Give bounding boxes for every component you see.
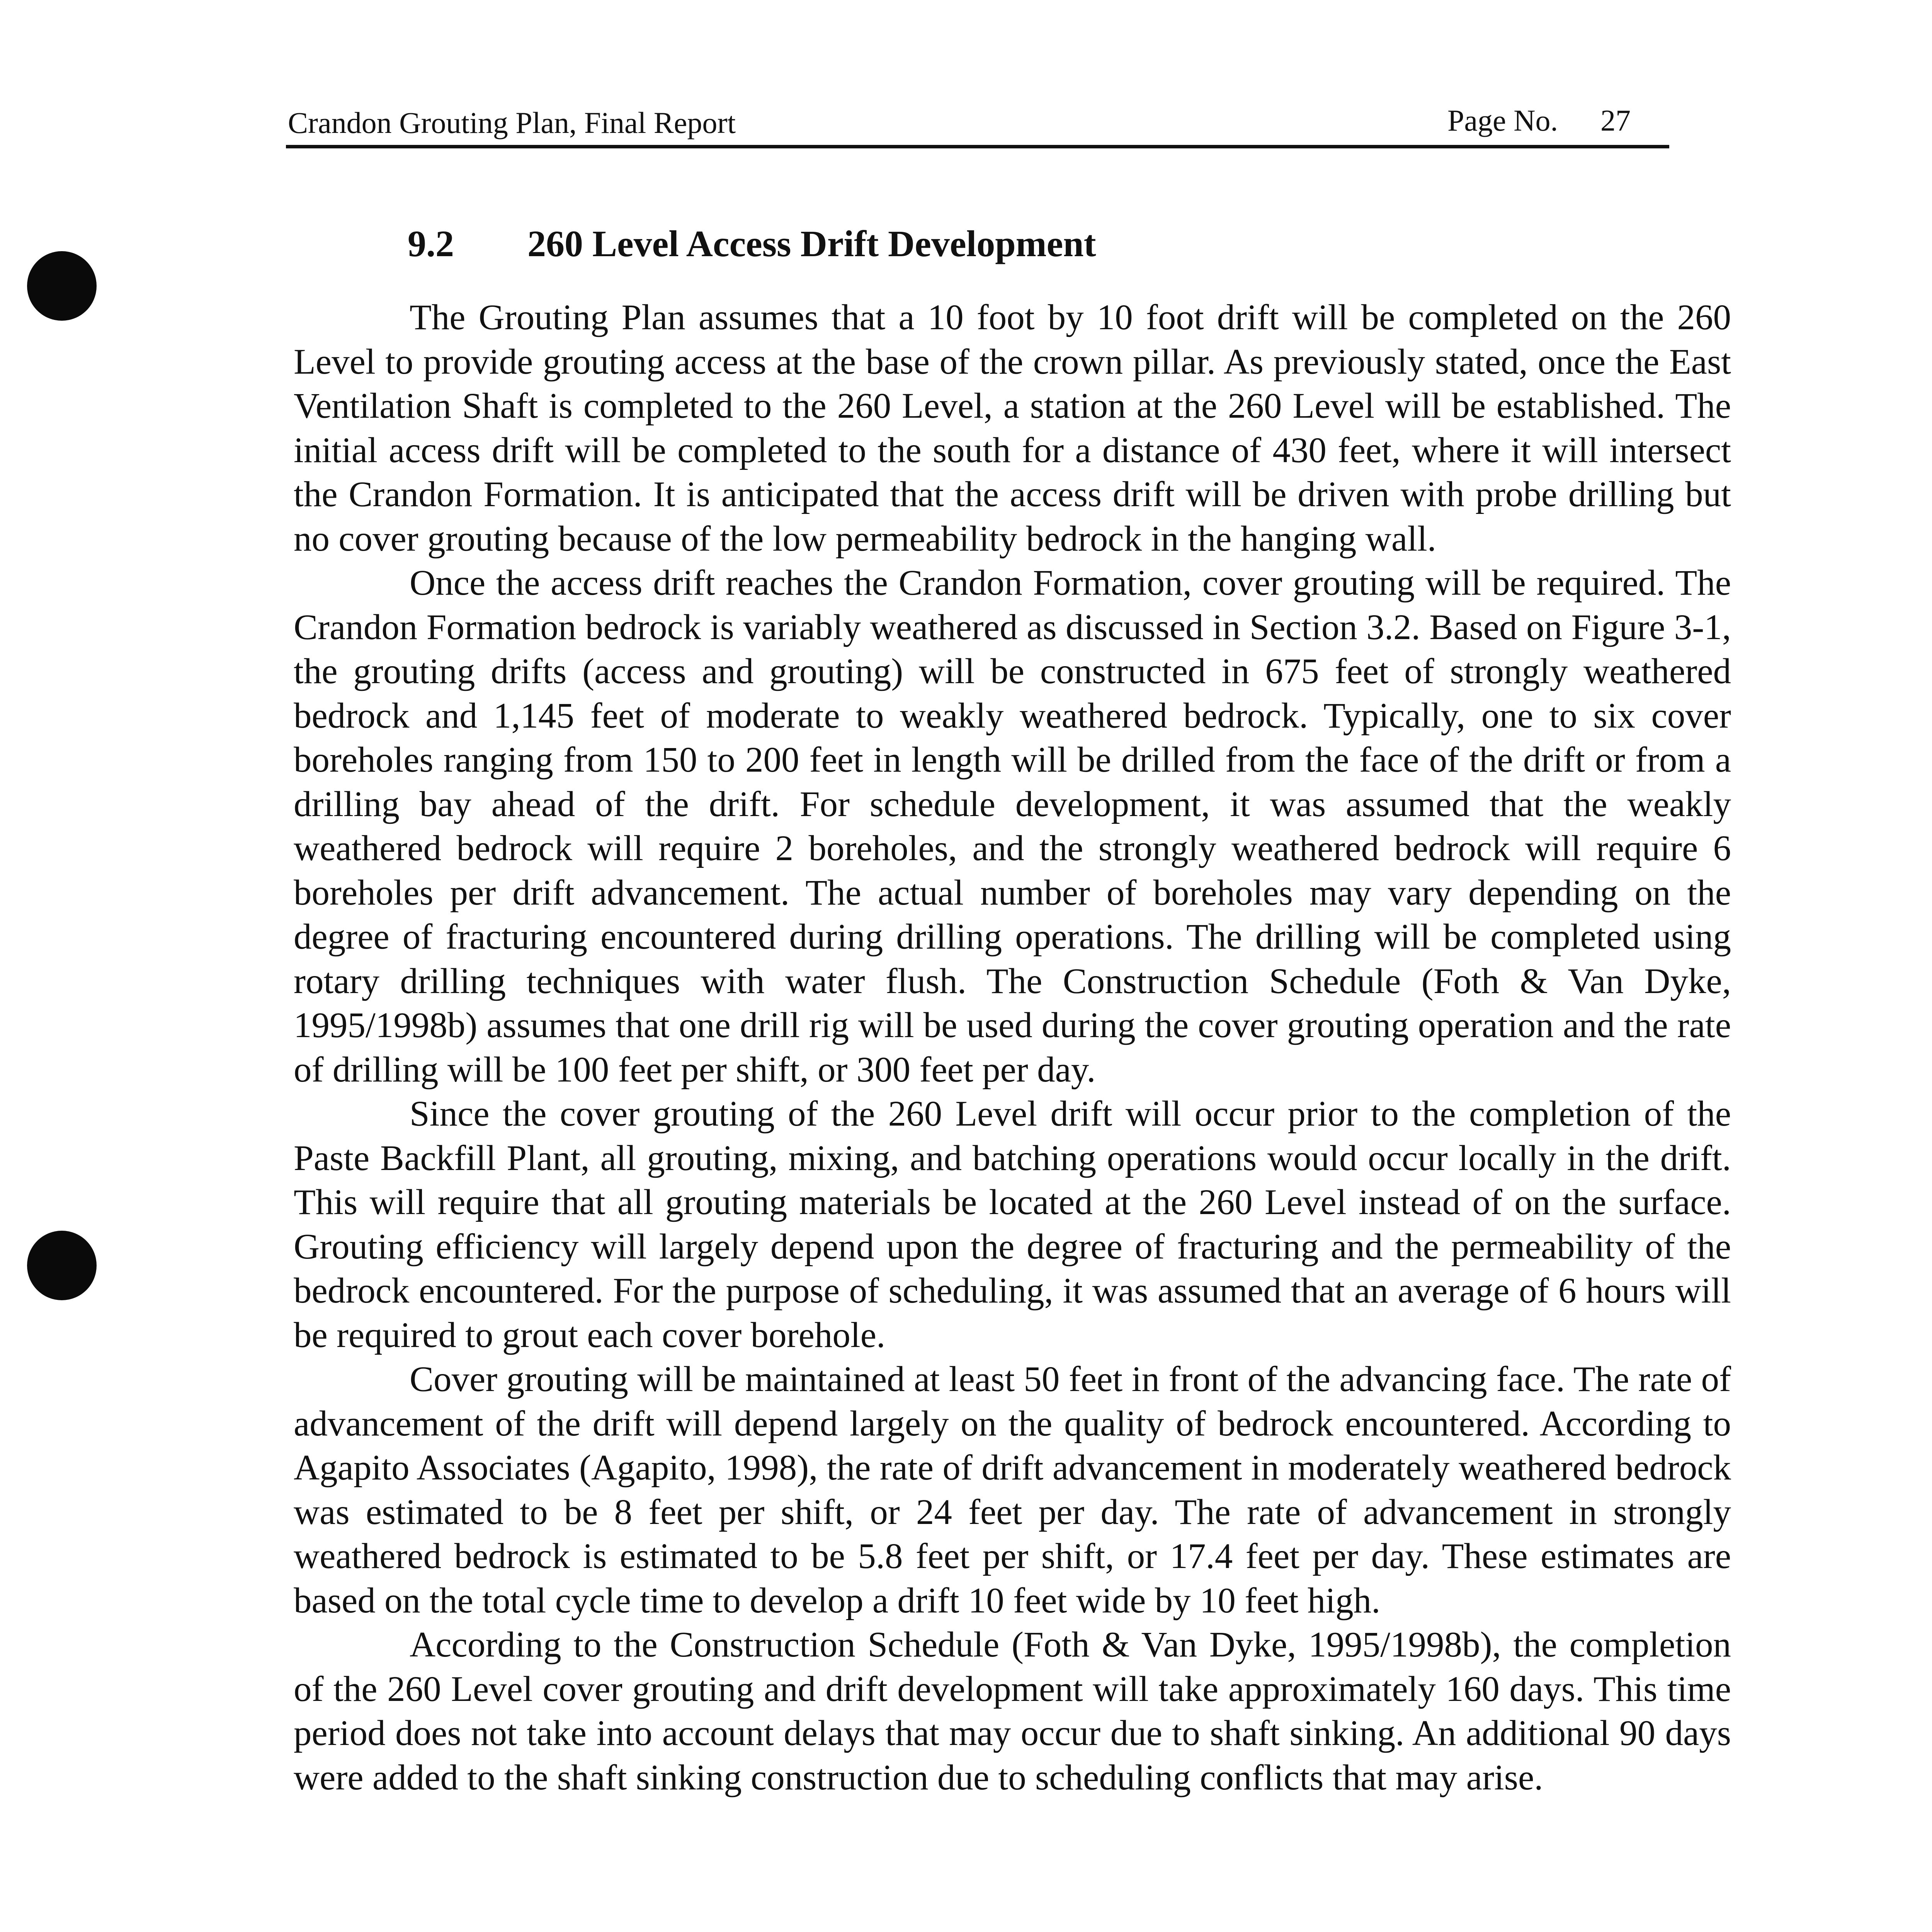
punch-hole xyxy=(27,1231,97,1300)
paragraph: The Grouting Plan assumes that a 10 foot by 10 foot drift will be completed on the 260 Level to provide grouting access at the base of the crown pillar. As previously stated, once the East Ventilation Shaft is completed to the 260 Level, a station at the 260 Level will be established. The initial access drift will be completed to the south for a distance of 430 feet, where it will intersect the Crandon Formation. It is anticipated that the access drift will be driven with probe drilling but no cover grouting because of the low permeability bedrock in the hanging wall. xyxy=(294,298,1731,559)
section-heading xyxy=(408,222,1096,265)
section-body xyxy=(294,296,1731,1800)
paragraph: According to the Construction Schedule (Foth & Van Dyke, 1995/1998b), the completion of the 260 Level cover grouting and drift development will take approximately 160 days. This time period does not take into account delays that may occur due to shaft sinking. An additional 90 days were added to the shaft sinking construction due to scheduling conflicts that may arise. xyxy=(294,1625,1731,1798)
page-number: 27 xyxy=(1600,104,1631,137)
page-header xyxy=(286,99,1669,148)
paragraph: Since the cover grouting of the 260 Level drift will occur prior to the completion of the Paste Backfill Plant, all grouting, mixing, and batching operations would occur locally in the drift. This will require that all grouting materials be located at the 260 Level instead of on the surface. Grouting efficiency will largely depend upon the degree of fracturing and the permeability of the bedrock encountered. For the purpose of scheduling, it was assumed that an average of 6 hours will be required to grout each cover borehole. xyxy=(294,1094,1731,1355)
paragraph: Cover grouting will be maintained at least 50 feet in front of the advancing face. The rate of advancement of the drift will depend largely on the quality of bedrock encountered. According to Agapito Associates (Agapito, 1998), the rate of drift advancement in moderately weathered bedrock was estimated to be 8 feet per shift, or 24 feet per day. The rate of advancement in strongly weathered bedrock is estimated to be 5.8 feet per shift, or 17.4 feet per day. These estimates are based on the total cycle time to develop a drift 10 feet wide by 10 feet high. xyxy=(294,1359,1731,1621)
punch-hole xyxy=(27,251,97,321)
section-number: 9.2 xyxy=(408,223,454,264)
page-number-label xyxy=(1447,103,1631,138)
paragraph: Once the access drift reaches the Crandon Formation, cover grouting will be required. The Crandon Formation bedrock is variably weathered as discussed in Section 3.2. Based on Figure 3-1, the grouting drifts (access and grouting) will be constructed in 675 feet of strongly weathered bedrock and 1,145 feet of moderate to weakly weathered bedrock. Typically, one to six cover boreholes ranging from 150 to 200 feet in length will be drilled from the face of the drift or from a drilling bay ahead of the drift. For schedule development, it was assumed that the weakly weathered bedrock will require 2 boreholes, and the strongly weathered bedrock will require 6 boreholes per drift advancement. The actual number of boreholes may vary depending on the degree of fracturing encountered during drilling operations. The drilling will be completed using rotary drilling techniques with water flush. The Construction Schedule (Foth & Van Dyke, 1995/1998b) assumes that one drill rig will be used during the cover grouting operation and the rate of drilling will be 100 feet per shift, or 300 feet per day. xyxy=(294,563,1731,1090)
page-label: Page No. xyxy=(1447,104,1558,137)
document-title: Crandon Grouting Plan, Final Report xyxy=(288,106,736,139)
section-title: 260 Level Access Drift Development xyxy=(527,223,1096,264)
